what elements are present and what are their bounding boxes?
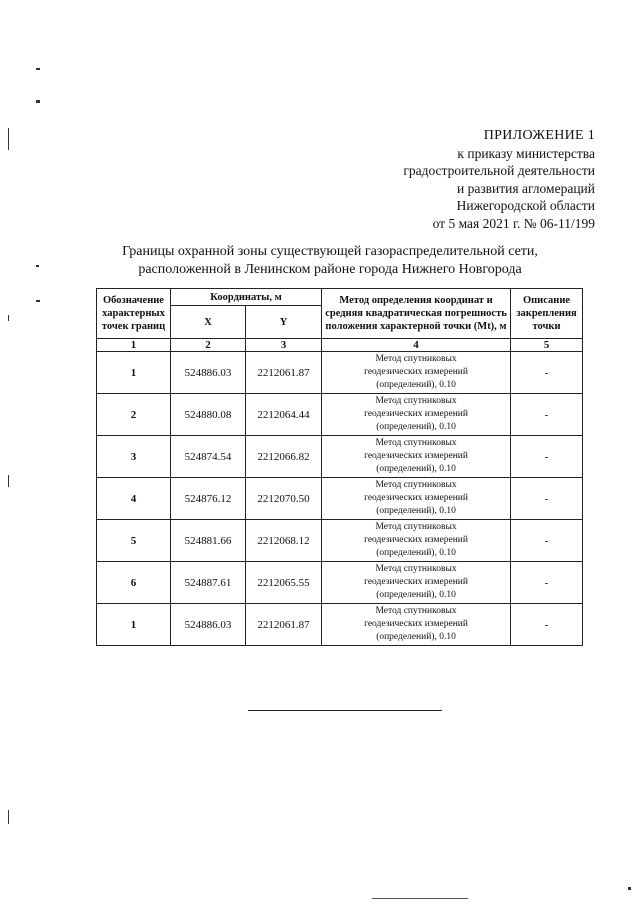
method-line: Метод спутниковых xyxy=(375,564,457,574)
column-number: 3 xyxy=(246,339,322,352)
method-cell xyxy=(322,436,511,478)
table-row xyxy=(97,436,583,478)
description-cell: - xyxy=(511,520,583,562)
method-line: геодезических измерений xyxy=(364,535,468,545)
y-cell: 2212064.44 xyxy=(246,394,322,436)
description-cell: - xyxy=(511,604,583,646)
method-line: (определений), 0.10 xyxy=(376,548,456,558)
scan-mark xyxy=(8,315,9,321)
method-line: Метод спутниковых xyxy=(375,354,457,364)
y-cell: 2212066.82 xyxy=(246,436,322,478)
point-cell: 3 xyxy=(97,436,171,478)
method-cell xyxy=(322,562,511,604)
table-row xyxy=(97,394,583,436)
header-description: Описание закрепления точки xyxy=(511,289,583,339)
header-point-designation: Обозначение характерных точек границ xyxy=(97,289,171,339)
method-line: (определений), 0.10 xyxy=(376,506,456,516)
method-cell xyxy=(322,394,511,436)
y-cell: 2212061.87 xyxy=(246,352,322,394)
method-line: (определений), 0.10 xyxy=(376,422,456,432)
table-row xyxy=(97,562,583,604)
x-cell: 524886.03 xyxy=(171,604,246,646)
method-line: геодезических измерений xyxy=(364,451,468,461)
y-cell: 2212070.50 xyxy=(246,478,322,520)
method-line: геодезических измерений xyxy=(364,577,468,587)
table-row xyxy=(97,604,583,646)
scan-mark xyxy=(36,300,40,302)
scan-mark xyxy=(8,475,9,487)
point-cell: 4 xyxy=(97,478,171,520)
method-line: геодезических измерений xyxy=(364,619,468,629)
x-cell: 524881.66 xyxy=(171,520,246,562)
signature-separator-line xyxy=(248,710,442,711)
description-cell: - xyxy=(511,352,583,394)
method-line: (определений), 0.10 xyxy=(376,380,456,390)
method-line: (определений), 0.10 xyxy=(376,632,456,642)
point-cell: 1 xyxy=(97,352,171,394)
method-line: Метод спутниковых xyxy=(375,522,457,532)
table-row xyxy=(97,520,583,562)
title-line: расположенной в Ленинском районе города Нижнего Новгорода xyxy=(138,262,522,277)
method-line: (определений), 0.10 xyxy=(376,464,456,474)
method-cell xyxy=(322,352,511,394)
document-title xyxy=(95,243,565,279)
appendix-line: градостроительной деятельности xyxy=(403,163,595,178)
y-cell: 2212068.12 xyxy=(246,520,322,562)
method-cell xyxy=(322,604,511,646)
method-cell xyxy=(322,520,511,562)
appendix-heading: ПРИЛОЖЕНИЕ 1 xyxy=(483,128,595,143)
method-line: Метод спутниковых xyxy=(375,606,457,616)
header-y: Y xyxy=(246,306,322,339)
point-cell: 5 xyxy=(97,520,171,562)
x-cell: 524874.54 xyxy=(171,436,246,478)
description-cell: - xyxy=(511,478,583,520)
description-cell: - xyxy=(511,436,583,478)
header-coordinates: Координаты, м xyxy=(171,289,322,306)
point-cell: 6 xyxy=(97,562,171,604)
y-cell: 2212061.87 xyxy=(246,604,322,646)
scan-mark xyxy=(36,100,40,103)
method-line: геодезических измерений xyxy=(364,367,468,377)
appendix-line: и развития агломераций xyxy=(456,180,595,196)
x-cell: 524880.08 xyxy=(171,394,246,436)
description-cell: - xyxy=(511,562,583,604)
column-number: 1 xyxy=(97,339,171,352)
method-line: геодезических измерений xyxy=(364,409,468,419)
table-row xyxy=(97,352,583,394)
point-cell: 2 xyxy=(97,394,171,436)
header-x: X xyxy=(171,306,246,339)
appendix-block xyxy=(403,127,595,232)
scan-mark xyxy=(628,887,631,890)
description-cell: - xyxy=(511,394,583,436)
appendix-line: к приказу министерства xyxy=(457,145,595,161)
method-line: геодезических измерений xyxy=(364,493,468,503)
x-cell: 524876.12 xyxy=(171,478,246,520)
x-cell: 524887.61 xyxy=(171,562,246,604)
coordinates-table xyxy=(96,288,583,646)
table-row xyxy=(97,478,583,520)
method-line: (определений), 0.10 xyxy=(376,590,456,600)
scan-mark xyxy=(36,265,39,267)
header-method: Метод определения координат и средняя квадратическая погрешность положения характерной точки (Mt), м xyxy=(322,289,511,339)
column-number: 4 xyxy=(322,339,511,352)
column-number: 5 xyxy=(511,339,583,352)
column-number: 2 xyxy=(171,339,246,352)
x-cell: 524886.03 xyxy=(171,352,246,394)
appendix-date-number: от 5 мая 2021 г. № 06-11/199 xyxy=(432,215,595,231)
footer-line xyxy=(372,898,468,899)
scan-mark xyxy=(8,810,9,824)
y-cell: 2212065.55 xyxy=(246,562,322,604)
method-line: Метод спутниковых xyxy=(375,396,457,406)
method-line: Метод спутниковых xyxy=(375,480,457,490)
title-line: Границы охранной зоны существующей газораспределительной сети, xyxy=(122,244,538,259)
point-cell: 1 xyxy=(97,604,171,646)
method-cell xyxy=(322,478,511,520)
appendix-line: Нижегородской области xyxy=(456,198,595,213)
scan-mark xyxy=(36,68,40,70)
method-line: Метод спутниковых xyxy=(375,438,457,448)
scan-mark xyxy=(8,128,9,150)
